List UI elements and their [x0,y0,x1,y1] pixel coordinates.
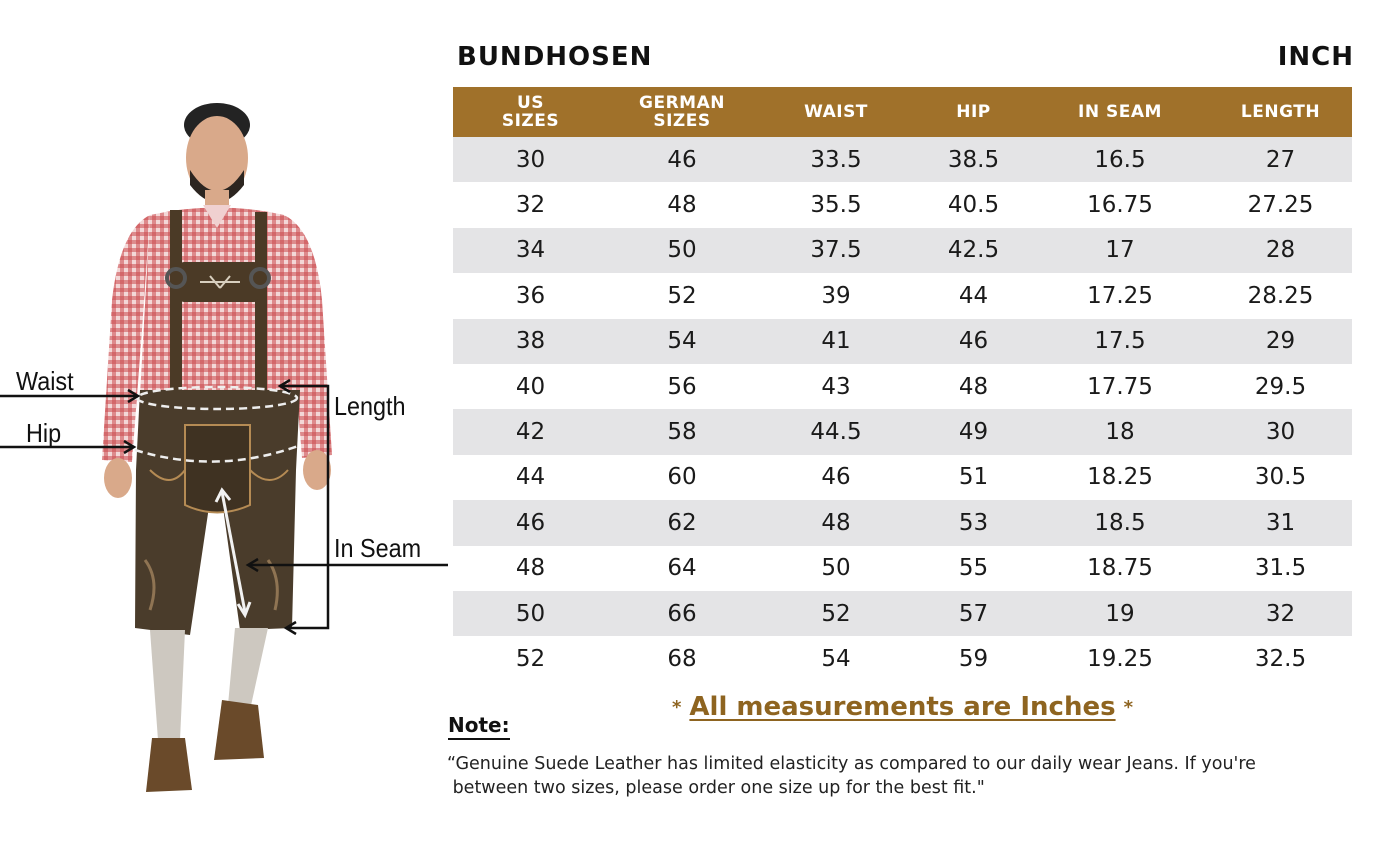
cell-length: 29.5 [1209,364,1352,409]
cell-length: 27.25 [1209,182,1352,227]
cell-inseam: 19.25 [1031,636,1209,681]
waist-label: Waist [16,366,74,396]
cell-hip: 49 [916,409,1031,454]
cell-length: 28 [1209,228,1352,273]
table-row [453,228,1352,273]
cell-german: 50 [608,228,756,273]
cell-german: 68 [608,636,756,681]
table-row [453,137,1352,182]
cell-german: 58 [608,409,756,454]
cell-us: 36 [453,273,608,318]
model-lederhosen [135,390,300,635]
cell-length: 31 [1209,500,1352,545]
cell-us: 46 [453,500,608,545]
model-head [184,103,250,212]
cell-waist: 37.5 [756,228,916,273]
cell-length: 32.5 [1209,636,1352,681]
star-icon: * [671,697,682,718]
cell-german: 60 [608,455,756,500]
cell-german: 52 [608,273,756,318]
header-inseam: IN SEAM [1031,87,1209,137]
table-row [453,273,1352,318]
header-german-sizes: GERMAN SIZES [608,87,756,137]
cell-inseam: 18.75 [1031,546,1209,591]
cell-inseam: 18.25 [1031,455,1209,500]
cell-us: 30 [453,137,608,182]
cell-us: 42 [453,409,608,454]
header-length: LENGTH [1209,87,1352,137]
cell-hip: 51 [916,455,1031,500]
cell-waist: 46 [756,455,916,500]
cell-length: 31.5 [1209,546,1352,591]
table-row [453,546,1352,591]
cell-hip: 38.5 [916,137,1031,182]
note-label: Note: [448,713,510,740]
cell-length: 30 [1209,409,1352,454]
cell-waist: 35.5 [756,182,916,227]
table-row [453,409,1352,454]
cell-hip: 57 [916,591,1031,636]
cell-hip: 42.5 [916,228,1031,273]
cell-us: 38 [453,319,608,364]
table-row [453,319,1352,364]
cell-hip: 59 [916,636,1031,681]
table-row [453,182,1352,227]
length-label: Length [334,391,406,421]
cell-german: 64 [608,546,756,591]
header-us-sizes: US SIZES [453,87,608,137]
cell-inseam: 17.5 [1031,319,1209,364]
cell-us: 44 [453,455,608,500]
cell-german: 56 [608,364,756,409]
cell-length: 29 [1209,319,1352,364]
cell-hip: 44 [916,273,1031,318]
cell-waist: 41 [756,319,916,364]
cell-german: 62 [608,500,756,545]
cell-german: 48 [608,182,756,227]
cell-waist: 44.5 [756,409,916,454]
cell-inseam: 16.75 [1031,182,1209,227]
cell-inseam: 17.75 [1031,364,1209,409]
table-row [453,364,1352,409]
table-row [453,455,1352,500]
cell-inseam: 16.5 [1031,137,1209,182]
cell-length: 30.5 [1209,455,1352,500]
model-figure [0,90,460,810]
cell-hip: 46 [916,319,1031,364]
cell-waist: 39 [756,273,916,318]
cell-inseam: 18.5 [1031,500,1209,545]
cell-us: 50 [453,591,608,636]
cell-german: 54 [608,319,756,364]
cell-waist: 48 [756,500,916,545]
table-row [453,500,1352,545]
table-header-row [453,87,1352,137]
cell-length: 28.25 [1209,273,1352,318]
cell-german: 66 [608,591,756,636]
measurement-notice [453,692,1352,722]
header-hip: HIP [916,87,1031,137]
cell-german: 46 [608,137,756,182]
size-chart-table [453,87,1352,682]
note-line-1: “Genuine Suede Leather has limited elasticity as compared to our daily wear Jeans. If you're [447,754,1256,774]
cell-us: 32 [453,182,608,227]
star-icon: * [1123,697,1133,718]
cell-hip: 53 [916,500,1031,545]
cell-waist: 50 [756,546,916,591]
cell-waist: 52 [756,591,916,636]
inseam-label: In Seam [334,533,422,563]
note-text [447,752,1347,800]
cell-hip: 40.5 [916,182,1031,227]
cell-inseam: 17.25 [1031,273,1209,318]
page-title: BUNDHOSEN [457,42,653,72]
hip-label: Hip [26,418,62,448]
cell-inseam: 19 [1031,591,1209,636]
cell-hip: 55 [916,546,1031,591]
cell-waist: 54 [756,636,916,681]
cell-waist: 43 [756,364,916,409]
cell-hip: 48 [916,364,1031,409]
table-row [453,591,1352,636]
cell-us: 34 [453,228,608,273]
table-row [453,636,1352,681]
cell-us: 52 [453,636,608,681]
cell-length: 32 [1209,591,1352,636]
cell-inseam: 17 [1031,228,1209,273]
cell-us: 40 [453,364,608,409]
cell-length: 27 [1209,137,1352,182]
unit-label: INCH [1277,42,1354,72]
note-line-2: between two sizes, please order one size up for the best fit." [447,778,985,798]
cell-us: 48 [453,546,608,591]
notice-text: All measurements are Inches [689,692,1116,722]
cell-inseam: 18 [1031,409,1209,454]
cell-waist: 33.5 [756,137,916,182]
header-waist: WAIST [756,87,916,137]
